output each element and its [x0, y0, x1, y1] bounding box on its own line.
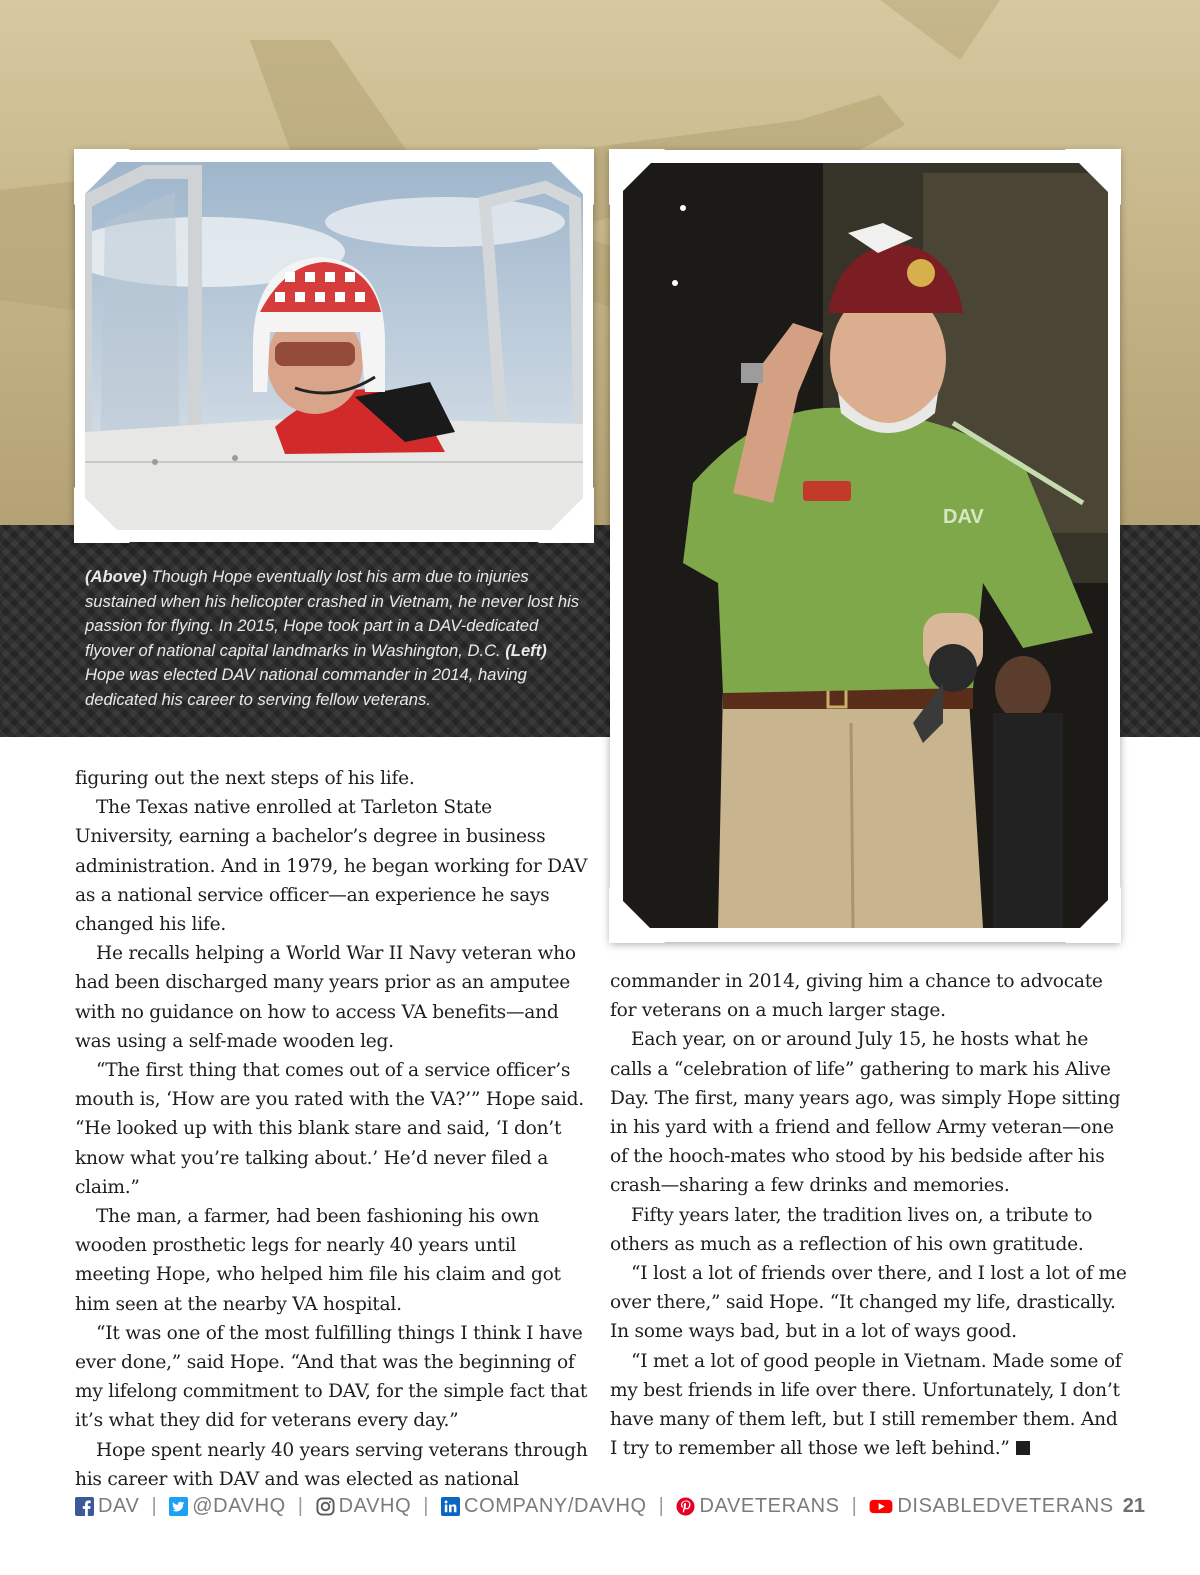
paragraph: figuring out the next steps of his life.	[75, 768, 415, 789]
caption-left-tag: (Left)	[505, 640, 547, 660]
pinterest-icon	[676, 1497, 695, 1516]
facebook-link[interactable]	[75, 1495, 139, 1518]
paragraph: “I lost a lot of friends over there, and I lost a lot of me over there,” said Hope. “It changed my life, drastically. In some ways bad, but in a lot of ways good.	[610, 1263, 1127, 1343]
twitter-link[interactable]	[169, 1495, 286, 1518]
youtube-link[interactable]	[869, 1495, 1113, 1518]
separator: |	[423, 1494, 430, 1517]
paragraph: commander in 2014, giving him a chance to advocate for veterans on a much larger stage.	[610, 971, 1103, 1022]
salute-photo-frame	[610, 150, 1120, 942]
youtube-icon	[869, 1497, 893, 1516]
linkedin-link[interactable]	[441, 1495, 647, 1518]
photo-corner-bl	[74, 487, 130, 543]
paragraph: The Texas native enrolled at Tarleton State University, earning a bachelor’s degree in business administration. And in 1979, he began working for DAV as a national service officer—an experience he says changed his life.	[75, 797, 588, 936]
paragraph: Fifty years later, the tradition lives on, a tribute to others as much as a reflection of his own gratitude.	[610, 1204, 1093, 1255]
twitter-handle: @DAVHQ	[192, 1494, 286, 1517]
social-footer	[75, 1491, 1145, 1521]
separator: |	[297, 1494, 304, 1517]
paragraph-final-text: “I met a lot of good people in Vietnam. Made some of my best friends in life over there. Unfortunately, I don’t have many of them left, but I still remember them. And I try to remember all those we left behind.”	[610, 1350, 1122, 1460]
article-column-left	[75, 764, 590, 1494]
linkedin-icon	[441, 1497, 460, 1516]
end-of-article-mark	[1016, 1441, 1030, 1455]
instagram-icon	[316, 1497, 335, 1516]
cockpit-photo	[85, 162, 583, 530]
paragraph: “It was one of the most fulfilling things I think I have ever done,” said Hope. “And that was the beginning of my lifelong commitment to DAV, for the simple fact that it’s what they did for veterans every day.”	[75, 1322, 588, 1432]
pinterest-link[interactable]	[676, 1495, 839, 1518]
paragraph: The man, a farmer, had been fashioning his own wooden prosthetic legs for nearly 40 years until meeting Hope, who helped him file his claim and got him seen at the nearby VA hospital.	[75, 1206, 561, 1315]
paragraph: Hope spent nearly 40 years serving veterans through his career with DAV and was elected as national	[75, 1439, 588, 1490]
photo-corner-tr	[1065, 149, 1121, 205]
separator: |	[851, 1494, 858, 1517]
paragraph: He recalls helping a World War II Navy veteran who had been discharged many years prior as an amputee with no guidance on how to access VA benefits—and was using a self-made wooden leg.	[75, 943, 576, 1052]
youtube-handle: DISABLEDVETERANS	[897, 1494, 1114, 1517]
separator: |	[658, 1494, 665, 1517]
facebook-icon	[75, 1497, 94, 1516]
page-number: 21	[1122, 1494, 1145, 1517]
twitter-icon	[169, 1497, 188, 1516]
linkedin-handle: COMPANY/DAVHQ	[464, 1494, 647, 1517]
paragraph: Each year, on or around July 15, he hosts what he calls a “celebration of life” gathering to mark his Alive Day. The first, many years ago, was simply Hope sitting in his yard with a friend and fellow Army veteran—one of the hooch-mates who stood by his bedside after his crash—sharing a few drinks and memories.	[610, 1029, 1121, 1197]
instagram-handle: DAVHQ	[338, 1494, 412, 1517]
instagram-link[interactable]	[316, 1495, 412, 1518]
caption-above-text: Though Hope eventually lost his arm due to injuries sustained when his helicopter crashed in Vietnam, he never lost his passion for flying. In 2015, Hope took part in a DAV-dedicated flyover of national capital landmarks in Washington, D.C.	[85, 567, 580, 660]
separator: |	[151, 1494, 158, 1517]
photo-corner-tl	[609, 149, 665, 205]
pinterest-handle: DAVETERANS	[699, 1494, 840, 1517]
photo-corner-br	[538, 487, 594, 543]
photo-corner-tl	[74, 149, 130, 205]
photo-corner-bl	[609, 887, 665, 943]
article-column-right	[610, 967, 1130, 1463]
caption-left-text: Hope was elected DAV national commander in 2014, having dedicated his career to serving fellow veterans.	[85, 665, 527, 709]
cockpit-photo-frame	[75, 150, 593, 542]
salute-photo	[623, 163, 1108, 928]
facebook-handle: DAV	[98, 1494, 140, 1517]
svg-text:DAV: DAV	[943, 506, 984, 528]
paragraph-final	[610, 1347, 1130, 1464]
photo-caption	[85, 565, 585, 713]
photo-corner-br	[1065, 887, 1121, 943]
photo-corner-tr	[538, 149, 594, 205]
paragraph: “The first thing that comes out of a service officer’s mouth is, ‘How are you rated with the VA?’” Hope said. “He looked up with this blank stare and said, ‘I don’t know what you’re talking about.’ He’d never filed a claim.”	[75, 1060, 584, 1198]
caption-above-tag: (Above)	[85, 567, 147, 586]
